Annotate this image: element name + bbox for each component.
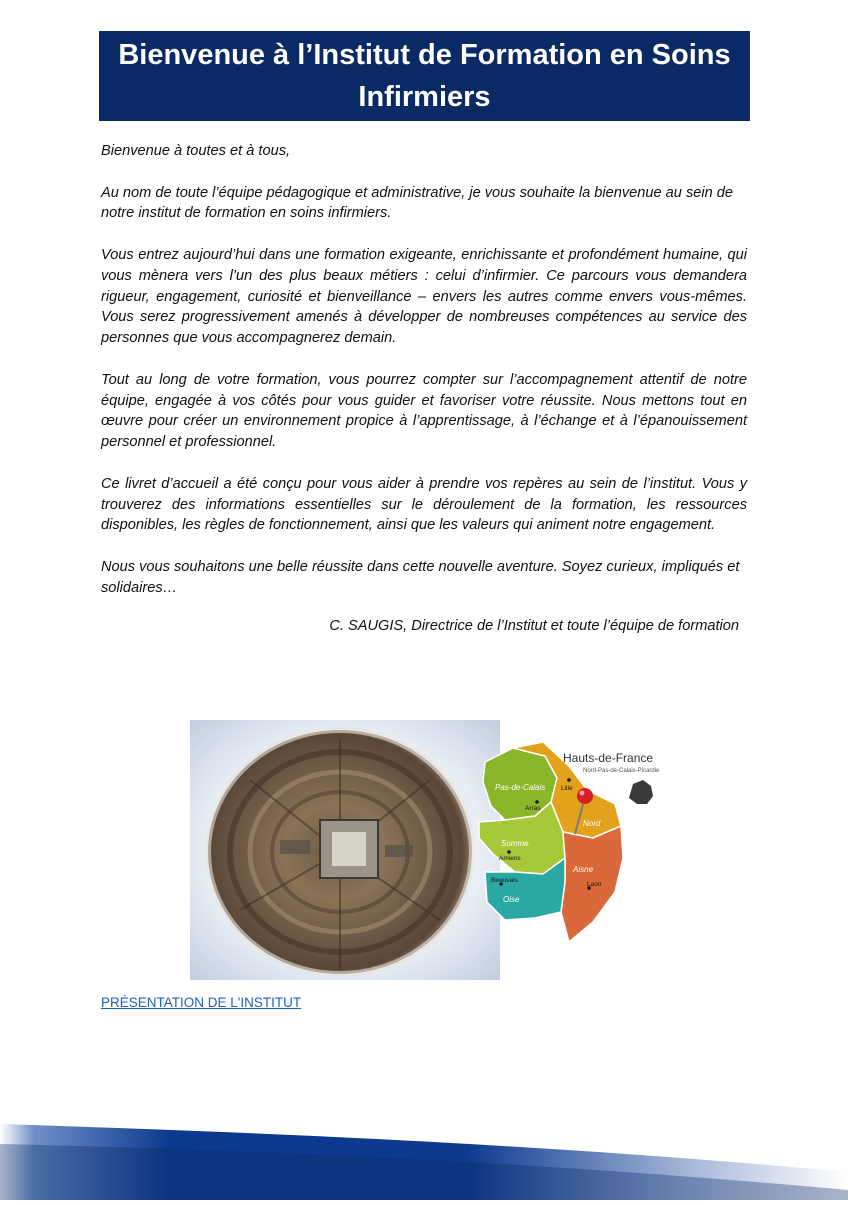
page-title-banner: [99, 31, 750, 121]
greeting: Bienvenue à toutes et à tous,: [101, 143, 291, 159]
page-title-line2: Infirmiers: [358, 81, 491, 113]
page-title: [118, 34, 730, 118]
footer-swoosh: [0, 1124, 848, 1200]
paragraph-wishes: Nous vous souhaitons une belle réussite dans cette nouvelle aventure. Soyez curieux, impliqués et solidaires…: [101, 558, 740, 596]
city-label-lille: Lille: [561, 785, 573, 792]
page-title-line1: Bienvenue à l’Institut de Formation en Soins: [118, 39, 731, 71]
paragraph-formation: Vous entrez aujourd’hui dans une formation exigeante, enrichissante et profondément humaine, qui vous mènera vers l’un des plus beaux métiers : celui d’infirmier. Ce parcours vous demandera rigueur, engagement, curiosité et bienveillance – envers les autres comme envers vous-mêmes. Vous serez progressivement amenés à développer de nombreuses compétences au service des personnes que vous accompagnerez demain.: [101, 246, 747, 347]
paragraph-accompaniment: Tout au long de votre formation, vous pourrez compter sur l’accompagnement attentif de notre équipe, engagée à vos côtés pour vous guider et favoriser votre réussite. Nous mettons tout en œuvre pour créer un environnement propice à l’apprentissage, à l’échange et à l’épanouissement personnel et professionnel.: [101, 371, 747, 451]
region-label-oise: Oise: [503, 895, 520, 904]
institute-presentation-link[interactable]: PRÉSENTATION DE L'INSTITUT: [101, 995, 302, 1010]
map-subtitle: Nord-Pas-de-Calais-Picardie: [583, 768, 660, 774]
region-label-aisne: Aisne: [573, 865, 594, 874]
welcome-letter: [101, 141, 747, 619]
city-label-amiens: Amiens: [499, 855, 521, 862]
city-label-beauvais: Beauvais: [491, 877, 518, 884]
region-label-nord: Nord: [583, 819, 601, 828]
paragraph-booklet: Ce livret d’accueil a été conçu pour vous aider à prendre vos repères au sein de l’institut. Vous y trouverez des informations essentielles sur le déroulement de la formation, les ressources disponibles, les règles de fonctionnement, ainsi que les valeurs qui animent notre engagement.: [101, 475, 747, 534]
paragraph-intro: Au nom de toute l’équipe pédagogique et administrative, je vous souhaite la bienvenue au sein de notre institut de formation en soins infirmiers.: [101, 184, 734, 222]
map-title: Hauts-de-France: [563, 751, 654, 765]
region-label-pas-de-calais: Pas-de-Calais: [495, 783, 546, 792]
region-map: [465, 742, 665, 952]
signature: C. SAUGIS, Directrice de l’Institut et toute l’équipe de formation: [329, 618, 739, 634]
city-label-laon: Laon: [587, 881, 602, 888]
france-outline-icon: [629, 780, 653, 804]
region-label-somme: Somme: [501, 839, 529, 848]
city-label-arras: Arras: [525, 805, 541, 812]
aerial-photo: [190, 720, 500, 980]
